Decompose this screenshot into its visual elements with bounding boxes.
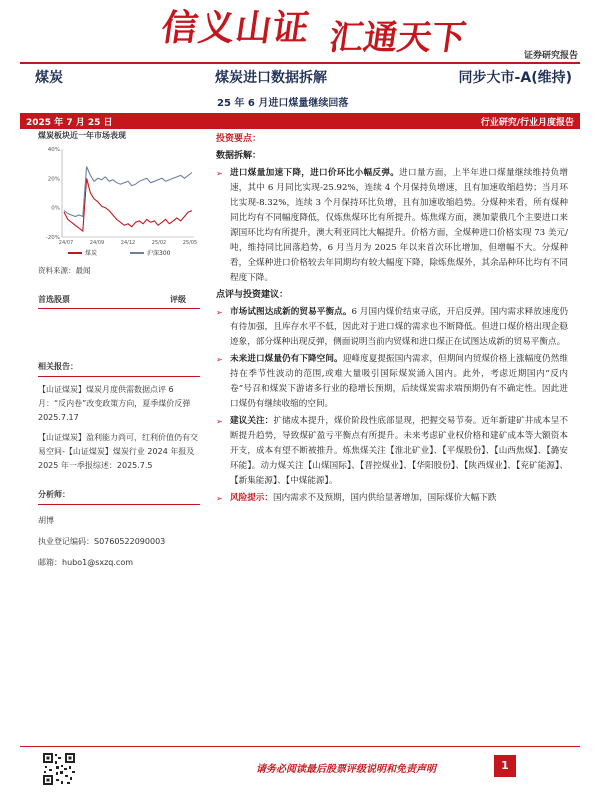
- chart-svg: [38, 143, 200, 263]
- bullet-arrow-icon: ➢: [216, 169, 223, 178]
- preferred-stocks-header: [38, 294, 200, 309]
- page-header: [0, 0, 600, 62]
- paragraph-risk: [216, 491, 568, 506]
- y-tick-label: -20%: [45, 235, 60, 241]
- x-tick-label: 24/07: [58, 240, 74, 246]
- industry-rating: 同步大市-A(维持): [458, 70, 572, 86]
- main-content: [216, 132, 568, 506]
- paragraph-recommendations: [216, 414, 568, 489]
- footer-divider: [20, 746, 580, 747]
- analyst-name: 胡博: [38, 516, 54, 525]
- chart-title: 煤炭板块近一年市场表现: [38, 131, 126, 140]
- preferred-stocks-label: 首选股票: [38, 295, 70, 304]
- bullet-arrow-icon: ➢: [216, 417, 223, 426]
- bullet-arrow-icon: ➢: [216, 494, 223, 503]
- legend-label: 煤炭: [85, 250, 98, 257]
- analyst-email[interactable]: 邮箱：hubo1@sxzq.com: [38, 558, 134, 567]
- analyst-cert: 执业登记编码：S0760522090003: [38, 537, 166, 546]
- x-tick-label: 25/02: [151, 240, 167, 246]
- related-report[interactable]: 【山证煤炭】煤炭月度供需数据点评 6 月：“反内卷”改变政策方向，夏季煤价反弹 2025.7.17: [38, 385, 191, 422]
- x-tick-label: 25/05: [182, 240, 198, 246]
- paragraph-lead: 建议关注：: [230, 416, 274, 426]
- y-tick-label: 40%: [47, 147, 60, 153]
- footer-disclaimer: 请务必阅读最后股票评级说明和免责声明: [256, 764, 436, 775]
- section-data-breakdown: 数据拆解：: [216, 151, 262, 161]
- paragraph-import-volume: [216, 166, 568, 286]
- paragraph-body: 进口量方面，上半年进口煤量继续维持负增速，其中 6 月同比实现-25.92%，连续 4 个月保持负增速，且有加速收缩趋势；当月环比实现-8.32%，连续 3 个月保持环比负增，且有加速收缩趋势。分煤种来看，所有煤种同比均有不同幅度降低，仅炼焦煤环比有所提升。炼焦煤方面，澳加蒙俄几个主要进口来源国环比均有所提升，澳大利亚同比大幅提升。价格方面，全煤种进口价格实现 73 美元/吨，维持同比回落趋势，6 月当月为 2025 年以来首次环比增加，但增幅不大。分煤种看，全煤种进口价格较去年同期均有较大幅度下降，除炼焦煤外，其余品种环比均有不同程度下降。: [230, 168, 568, 283]
- brand-logo-part2: 汇通天下: [326, 18, 469, 58]
- report-category: 行业研究/行业月度报告: [480, 118, 574, 128]
- paragraph-future-decline: [216, 352, 568, 412]
- legend-label: 沪深300: [147, 250, 171, 257]
- report-date: 2025 年 7 月 25 日: [26, 118, 113, 128]
- related-report[interactable]: 【山证煤炭】盈利能力尚可，红利价值仍有交易空间-【山证煤炭】煤炭行业 2024 年报及 2025 年一季报综述：2025.7.5: [38, 433, 198, 470]
- x-tick-label: 24/12: [120, 240, 136, 246]
- bullet-arrow-icon: ➢: [216, 308, 223, 317]
- industry-label: 煤炭: [35, 70, 63, 86]
- paragraph-lead: 未来进口煤量仍有下降空间。: [230, 354, 343, 364]
- paragraph-trade-balance: [216, 305, 568, 350]
- chart-source: 资料来源：最闻: [38, 266, 91, 275]
- title-row: [20, 67, 580, 89]
- paragraph-body: 6 月国内煤价结束寻底，开启反弹。国内需求释放速度仍有待加强，且库存水平不低，因此对于进口煤的需求也不断降低。但进口煤价格出现企稳迹象，部分煤种出现反弹，侧面说明当前内贸煤和进口煤正在试图达成新的贸易平衡点。: [230, 307, 568, 347]
- qr-code-icon: [42, 752, 76, 786]
- report-subtitle: 25 年 6 月进口煤量继续回落: [217, 98, 349, 109]
- paragraph-body: 扩储成本提升，煤价阶段性底部显现，把握交易节奏。近年新建矿井成本呈不断提升趋势，导致煤矿盈亏平衡点有所提升。未来考虑矿业权价格和建矿成本等大额资本开支，成本有望不断被推升。炼焦煤关注【淮北矿业】、【平煤股份】、【山西焦煤】、【潞安环能】。动力煤关注【山煤国际】、【晋控煤业】、【华阳股份】、【陕西煤业】、【兖矿能源】、【新集能源】、【中煤能源】。: [230, 416, 568, 486]
- paragraph-body: 国内需求不及预期，国内供给显著增加，国际煤价大幅下跌: [272, 493, 497, 503]
- page-number: 1: [494, 755, 516, 777]
- paragraph-lead: 进口煤量加速下降，进口价环比小幅反弹。: [230, 168, 400, 178]
- paragraph-lead: 风险提示：: [230, 493, 273, 503]
- bullet-arrow-icon: ➢: [216, 355, 223, 364]
- section-investment-points: 投资要点：: [216, 134, 262, 144]
- report-type: 证券研究报告: [523, 51, 578, 61]
- report-title: 煤炭进口数据拆解: [215, 70, 327, 86]
- brand-logo-part1: 信义山证: [158, 8, 313, 49]
- market-chart: [38, 143, 200, 263]
- paragraph-body: 迎峰度夏提振国内需求，但期间内贸煤价格上涨幅度仍然维持在季节性波动的范围,或难大量吸引国际煤炭涌入国内。此外，考虑近期国内“反内卷”号召和煤炭下游诸多行业的稳增长预期，后续煤炭需求端预期仍有不确定性。因此进口煤仍有继续收缩的空间。: [230, 354, 568, 409]
- related-reports-header: 相关报告：: [38, 361, 200, 377]
- section-comments: 点评与投资建议：: [216, 290, 289, 300]
- series-line-hs300: [64, 167, 192, 217]
- y-tick-label: 0%: [51, 205, 60, 212]
- rating-label: 评级: [170, 295, 186, 304]
- paragraph-lead: 市场试图达成新的贸易平衡点。: [230, 307, 352, 317]
- sidebar: [38, 130, 200, 568]
- x-tick-label: 24/09: [89, 240, 105, 246]
- y-tick-label: 20%: [47, 176, 60, 183]
- header-divider: [20, 62, 580, 64]
- info-bar: [20, 113, 580, 129]
- analyst-header: 分析师：: [38, 489, 200, 505]
